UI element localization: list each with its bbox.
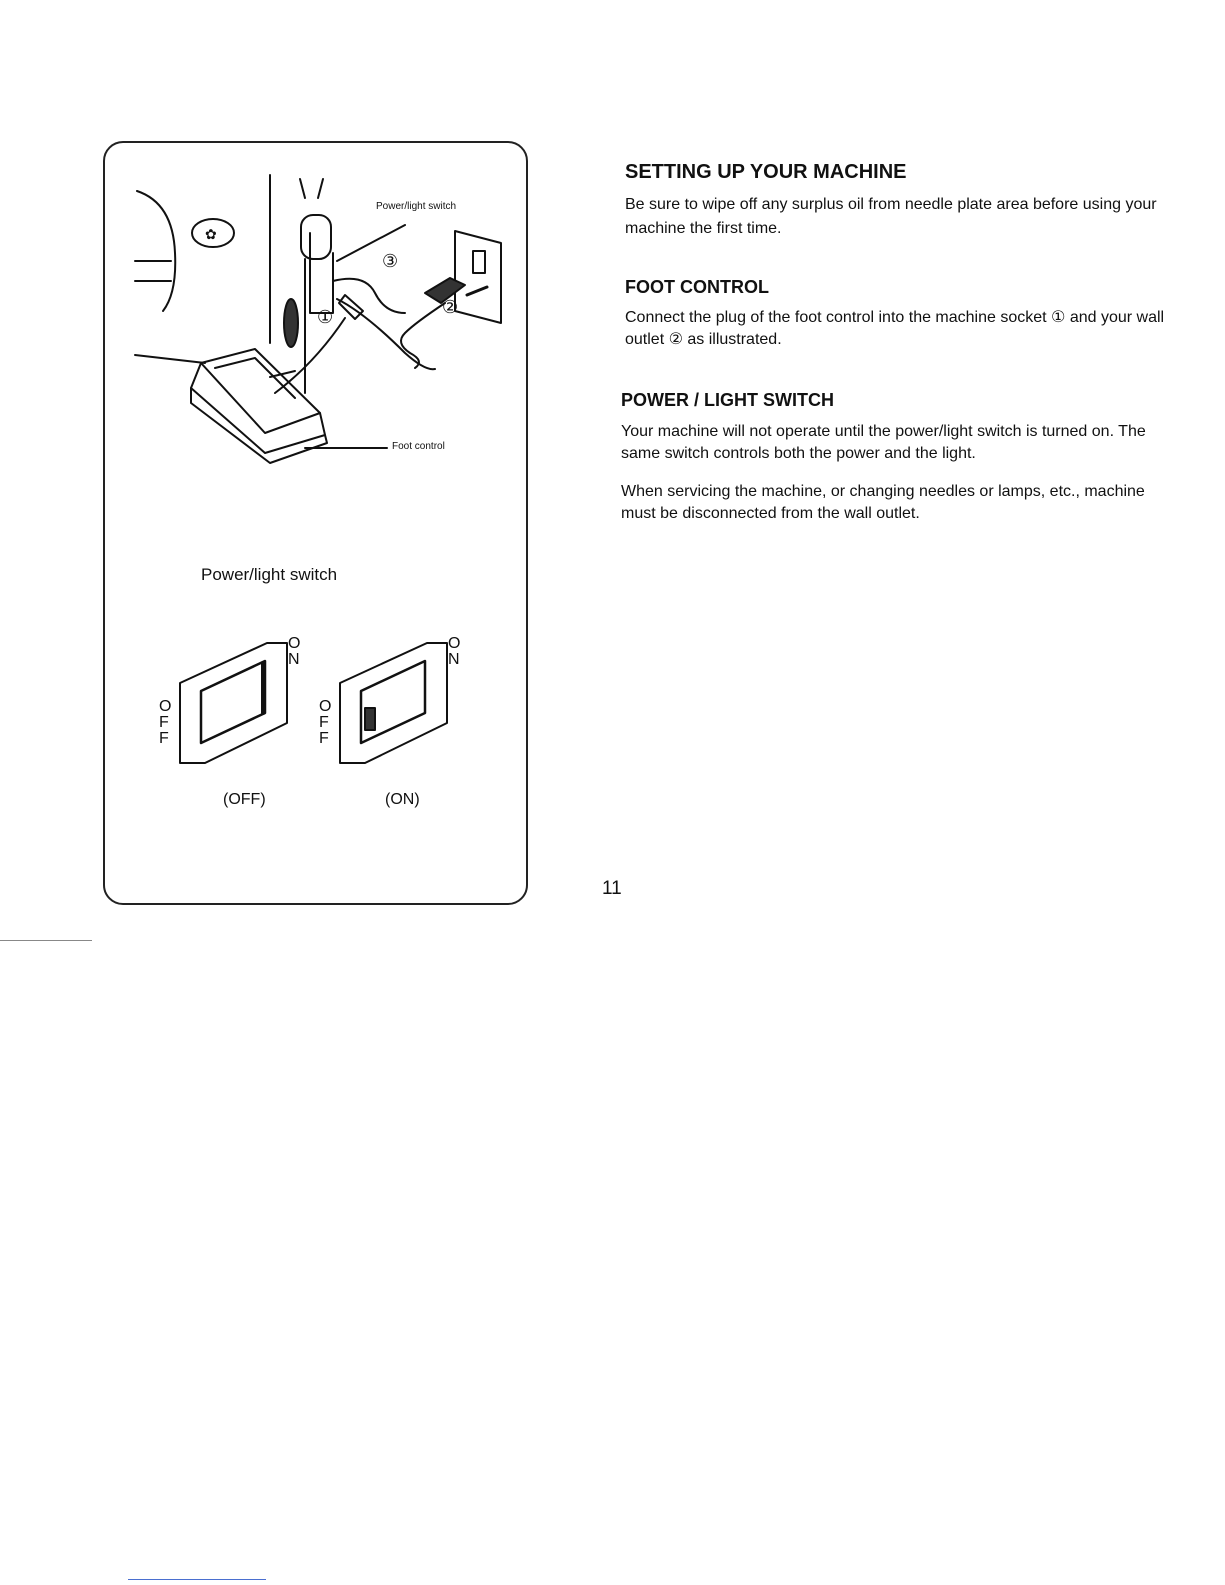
switch-caption: Power/light switch: [201, 565, 338, 584]
switch-on-off-letters: OFF: [319, 698, 332, 747]
paragraph-power-light-2: When servicing the machine, or changing needles or lamps, etc., machine must be disconnected from the wall outlet.: [621, 483, 1145, 522]
foot-control-illustration: [105, 143, 530, 907]
bottom-scan-line: [128, 1579, 266, 1580]
caption-on: (ON): [385, 791, 420, 808]
section-setting-up: [625, 161, 1170, 241]
svg-text:✿: ✿: [205, 226, 217, 242]
illustration-panel: [103, 141, 528, 905]
heading-power-light-switch: POWER / LIGHT SWITCH: [621, 390, 834, 410]
section-power-light-switch: [621, 390, 1166, 525]
heading-setting-up: SETTING UP YOUR MACHINE: [625, 161, 907, 183]
switch-off-off-letters: OFF: [159, 698, 172, 747]
power-light-switch-label: Power/light switch: [376, 201, 457, 212]
callout-switch: ③: [382, 251, 399, 271]
switch-off-on-letters: ON: [288, 635, 301, 668]
switch-on-on-letters: ON: [448, 635, 461, 668]
scan-edge-line: [0, 940, 92, 941]
paragraph-power-light-1: Your machine will not operate until the power/light switch is turned on. The same switch controls both the power and the light.: [621, 423, 1146, 462]
paragraph-foot-control: Connect the plug of the foot control into the machine socket ① and your wall outlet ② as illustrated.: [625, 309, 1165, 348]
section-foot-control: [625, 277, 1170, 351]
page-number: 11: [602, 878, 622, 899]
foot-control-label: Foot control: [392, 441, 445, 452]
callout-socket: ①: [317, 307, 334, 327]
callout-outlet: ②: [442, 297, 459, 317]
paragraph-setting-up: Be sure to wipe off any surplus oil from needle plate area before using your machine the first time.: [625, 196, 1157, 237]
heading-foot-control: FOOT CONTROL: [625, 277, 769, 297]
caption-off: (OFF): [223, 791, 266, 808]
